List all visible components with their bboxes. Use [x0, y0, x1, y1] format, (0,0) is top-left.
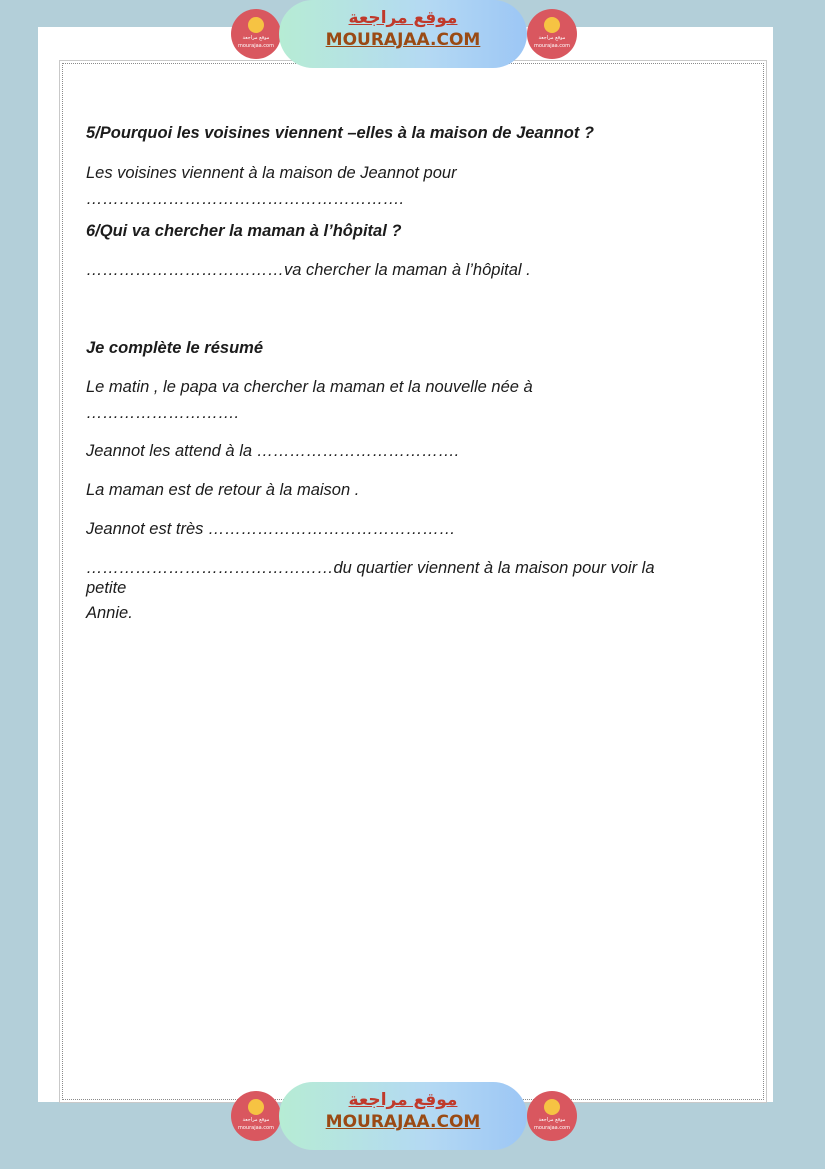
site-logo-left[interactable]	[231, 1091, 281, 1141]
logo-text-arabic: موقع مراجعة	[242, 35, 270, 41]
logo-text-site: mourajaa.com	[237, 1125, 274, 1131]
footer-site-name: MOURAJAA.COM	[325, 1112, 481, 1132]
site-logo-right[interactable]	[527, 1091, 577, 1141]
resume-line-3: La maman est de retour à la maison .	[86, 481, 360, 500]
answer-5-line-2: ………………………………………………….	[86, 189, 405, 208]
sun-icon	[544, 1099, 560, 1115]
resume-title: Je complète le résumé	[86, 338, 264, 357]
answer-5-line-1: Les voisines viennent à la maison de Jeannot pour	[86, 163, 457, 182]
answer-6: ………………………………va chercher la maman à l’hôpital .	[86, 261, 531, 280]
question-6: 6/Qui va chercher la maman à l’hôpital ?	[86, 222, 402, 241]
sun-icon	[248, 17, 264, 33]
resume-line-2: Jeannot les attend à la ……………………………….	[86, 442, 460, 461]
logo-text-arabic: موقع مراجعة	[538, 1117, 566, 1123]
header-site-name: MOURAJAA.COM	[325, 30, 481, 50]
logo-text-arabic: موقع مراجعة	[242, 1117, 270, 1123]
footer-arabic-title: موقع مراجعة	[348, 1090, 458, 1110]
site-logo-left[interactable]	[231, 9, 281, 59]
sun-icon	[248, 1099, 264, 1115]
logo-text-arabic: موقع مراجعة	[538, 35, 566, 41]
resume-line-5b: Annie.	[86, 604, 133, 623]
header-arabic-title: موقع مراجعة	[348, 8, 458, 28]
footer-site-link[interactable]	[279, 1082, 527, 1150]
logo-text-site: mourajaa.com	[237, 43, 274, 49]
resume-line-5a: ………………………………………du quartier viennent à la maison pour voir la petite	[86, 558, 655, 597]
logo-text-site: mourajaa.com	[533, 1125, 570, 1131]
logo-text-site: mourajaa.com	[533, 43, 570, 49]
resume-line-4: Jeannot est très ………………………………………	[86, 519, 456, 538]
resume-line-1b: ……………………….	[86, 403, 240, 422]
question-5: 5/Pourquoi les voisines viennent –elles à la maison de Jeannot ?	[86, 124, 594, 142]
site-logo-right[interactable]	[527, 9, 577, 59]
header-site-link[interactable]	[279, 0, 527, 68]
header-banner	[0, 0, 825, 70]
resume-line-1a: Le matin , le papa va chercher la maman et la nouvelle née à	[86, 377, 533, 396]
worksheet-content	[86, 96, 686, 624]
sun-icon	[544, 17, 560, 33]
footer-banner	[0, 1082, 825, 1152]
